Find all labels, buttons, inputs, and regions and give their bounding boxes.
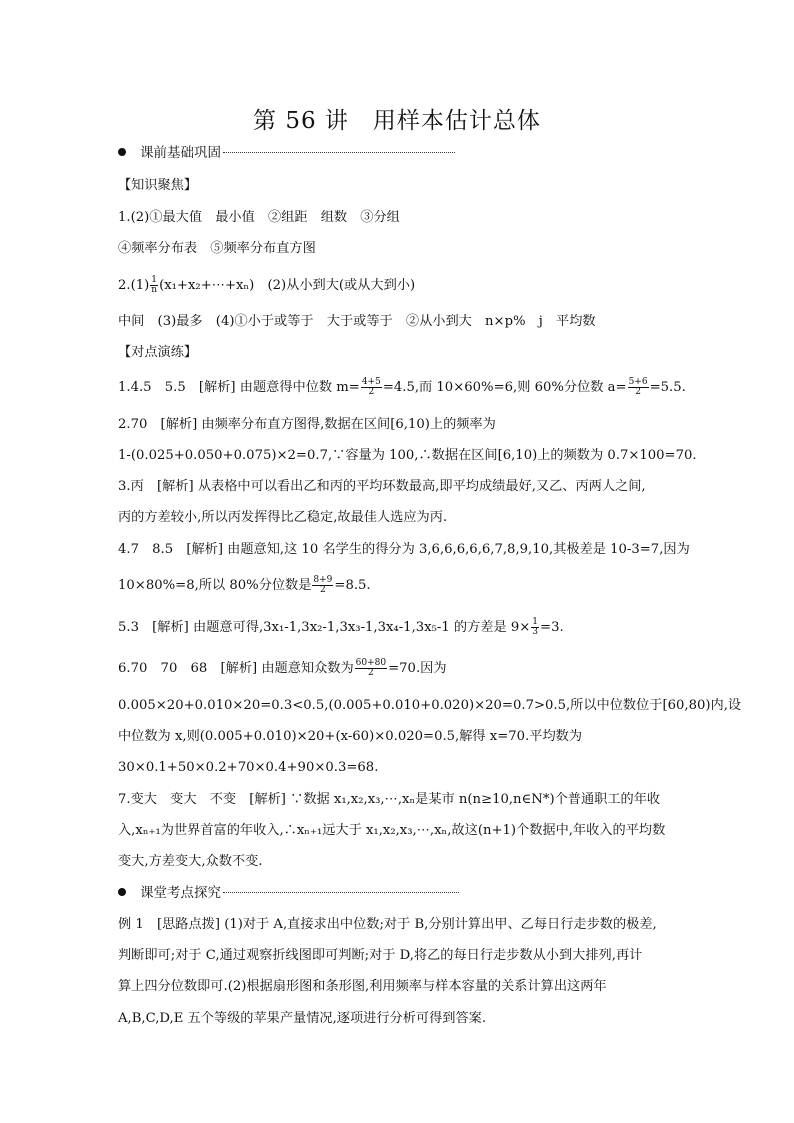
fraction-numerator: 5+6 [628, 377, 648, 387]
bullet-icon [118, 148, 126, 156]
fraction-numerator: 60+80 [355, 658, 387, 668]
practice-4-line-2 [118, 576, 371, 595]
text-segment: =5.5. [649, 380, 686, 395]
example-1-line-4: A,B,C,D,E 五个等级的苹果产量情况,逐项进行分析可得到答案. [118, 1011, 487, 1026]
text-segment: =3. [540, 620, 564, 635]
practice-7-line-3: 变大,方差变大,众数不变. [118, 854, 263, 869]
practice-7-line-1: 7.变大 变大 不变 [解析] ∵数据 x₁,x₂,x₃,⋯,xₙ是某市 n(n≥10,n∈N*)个普通职工的年收 [118, 792, 661, 807]
page-title: 第 56 讲 用样本估计总体 [253, 108, 541, 134]
text-segment: 5.3 [解析] 由题意可得,3x₁-1,3x₂-1,3x₃-1,3x₄-1,3x₅-1 的方差是 9× [118, 620, 531, 635]
text-segment: =70.因为 [388, 661, 447, 676]
section-pre-class [118, 144, 455, 162]
text-segment: (x₁+x₂+⋯+xₙ) (2)从小到大(或从大到小) [159, 278, 416, 293]
heading-knowledge: 【知识聚焦】 [118, 178, 198, 193]
example-1-line-2: 判断即可;对于 C,通过观察折线图即可判断;对于 D,将乙的每日行走步数从小到大排列,再计 [118, 948, 643, 963]
practice-4-line-1: 4.7 8.5 [解析] 由题意知,这 10 名学生的得分为 3,6,6,6,6,6,7,8,9,10,其极差是 10-3=7,因为 [118, 542, 690, 557]
text-segment: =8.5. [334, 578, 371, 593]
practice-3-line-2: 丙的方差较小,所以丙发挥得比乙稳定,故最佳人选应为丙. [118, 510, 448, 525]
bullet-icon [118, 888, 126, 896]
example-1-line-3: 算上四分位数即可.(2)根据扇形图和条形图,利用频率与样本容量的关系计算出这两年 [118, 979, 607, 994]
practice-7-line-2: 入,xₙ₊₁为世界首富的年收入,∴xₙ₊₁远大于 x₁,x₂,x₃,⋯,xₙ,故这(n+1)个数据中,年收入的平均数 [118, 823, 666, 838]
fraction-denominator: 3 [532, 627, 539, 637]
text-segment: 2.(1) [118, 278, 150, 293]
text-segment: 6.70 70 68 [解析] 由题意知众数为 [118, 661, 354, 676]
practice-2-line-2: 1-(0.025+0.050+0.075)×2=0.7,∵容量为 100,∴数据在区间[6,10)上的频数为 0.7×100=70. [118, 448, 697, 463]
fraction-numerator: 1 [532, 617, 539, 627]
fraction-denominator: 2 [635, 387, 641, 397]
section-label: 课前基础巩固 [140, 145, 221, 161]
practice-6-line-2: 0.005×20+0.010×20=0.3<0.5,(0.005+0.010+0.020)×20=0.7>0.5,所以中位数位于[60,80)内,设 [118, 698, 742, 713]
section-label: 课堂考点探究 [140, 885, 221, 901]
knowledge-line-2: ④频率分布表 ⑤频率分布直方图 [118, 241, 316, 256]
fraction-numerator: 4+5 [361, 377, 381, 387]
practice-6-line-4: 30×0.1+50×0.2+70×0.4+90×0.3=68. [118, 760, 379, 775]
text-segment: 1.4.5 5.5 [解析] 由题意得中位数 m= [118, 380, 360, 395]
fraction [361, 378, 382, 397]
practice-5 [118, 618, 564, 637]
text-segment: =4.5,而 10×60%=6,则 60%分位数 a= [382, 380, 627, 395]
fraction [355, 659, 387, 678]
knowledge-line-4: 中间 (3)最多 (4)①小于或等于 大于或等于 ②从小到大 n×p% j 平均数 [118, 314, 596, 329]
text-segment: 10×80%=8,所以 80%分位数是 [118, 578, 312, 593]
fraction-denominator: 2 [320, 585, 326, 595]
practice-1 [118, 378, 686, 397]
fraction [628, 378, 649, 397]
fraction-denominator: 2 [368, 668, 374, 678]
fraction [150, 276, 158, 295]
dotted-leader [223, 152, 455, 153]
practice-2-line-1: 2.70 [解析] 由频率分布直方图得,数据在区间[6,10)上的频率为 [118, 417, 496, 432]
fraction [531, 618, 539, 637]
knowledge-line-3 [118, 276, 415, 295]
fraction-denominator: n [151, 285, 158, 295]
section-in-class [118, 884, 459, 902]
practice-6-line-1 [118, 659, 447, 678]
knowledge-line-1: 1.(2)①最大值 最小值 ②组距 组数 ③分组 [118, 210, 400, 225]
practice-6-line-3: 中位数为 x,则(0.005+0.010)×20+(x-60)×0.020=0.5,解得 x=70.平均数为 [118, 729, 583, 744]
dotted-leader [223, 892, 459, 893]
example-1-line-1: 例 1 [思路点拨] (1)对于 A,直接求出中位数;对于 B,分别计算出甲、乙每日行走步数的极差, [118, 917, 657, 932]
fraction-numerator: 1 [151, 275, 158, 285]
fraction-numerator: 8+9 [313, 575, 333, 585]
fraction-denominator: 2 [368, 387, 375, 397]
heading-practice: 【对点演练】 [118, 345, 198, 360]
fraction [312, 576, 333, 595]
practice-3-line-1: 3.丙 [解析] 从表格中可以看出乙和丙的平均环数最高,即平均成绩最好,又乙、丙两人之间, [118, 479, 646, 494]
